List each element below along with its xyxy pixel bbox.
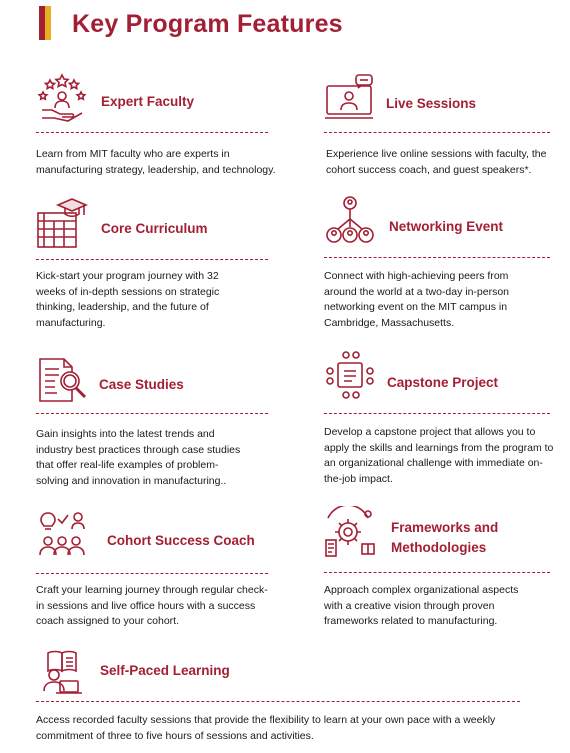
capstone-project-icon — [324, 349, 376, 401]
divider — [324, 257, 550, 258]
feature-description: Approach complex organizational aspects with a creative vision through proven frameworks related to manufacturing. — [324, 584, 519, 627]
cohort-success-coach-icon — [36, 509, 88, 561]
feature-title: Case Studies — [99, 377, 184, 392]
feature-description: Craft your learning journey through regular check-in sessions and live office hours with a success coach assigned to your cohort. — [36, 584, 268, 627]
feature-description: Learn from MIT faculty who are experts in manufacturing strategy, leadership, and technology. — [36, 148, 276, 176]
feature-expert-faculty — [36, 72, 276, 182]
divider — [36, 259, 268, 260]
live-sessions-icon — [324, 72, 376, 124]
divider — [36, 573, 268, 574]
feature-title-line1: Frameworks and — [391, 520, 499, 535]
frameworks-methodologies-icon — [324, 506, 376, 558]
feature-title: Networking Event — [389, 219, 504, 234]
feature-title: Cohort Success Coach — [107, 533, 255, 548]
feature-title-line2: Methodologies — [391, 540, 487, 555]
divider — [324, 413, 550, 414]
divider — [324, 572, 550, 573]
feature-title: Capstone Project — [387, 375, 499, 390]
feature-description: Access recorded faculty sessions that provide the flexibility to learn at your own pace with a weekly commitment of three to five hours of sessions and activities. — [36, 714, 496, 742]
feature-description: Develop a capstone project that allows you to apply the skills and learnings from the program to an organizational challenge with immediate on-the-job impact. — [324, 426, 554, 485]
case-studies-icon — [36, 353, 88, 405]
feature-description: Experience live online sessions with faculty, the cohort success coach, and guest speakers*. — [326, 148, 547, 176]
expert-faculty-icon — [36, 72, 88, 124]
feature-core-curriculum — [36, 197, 276, 342]
feature-case-studies — [36, 353, 276, 498]
feature-description: Gain insights into the latest trends and industry best practices through case studies that offer real-life examples of problem-solving and innovation in manufacturing.. — [36, 428, 241, 487]
title-accent-bar — [39, 6, 45, 40]
divider — [36, 413, 268, 414]
self-paced-learning-icon — [36, 647, 88, 699]
feature-self-paced-learning — [36, 647, 556, 747]
feature-description: Kick-start your program journey with 32 weeks of in-depth sessions on strategic thinking, leadership, and the future of manufacturing. — [36, 270, 220, 329]
feature-title: Live Sessions — [386, 96, 477, 111]
divider — [36, 701, 520, 702]
divider — [324, 132, 550, 133]
divider — [36, 132, 268, 133]
feature-live-sessions — [324, 72, 564, 182]
feature-networking-event — [324, 195, 564, 340]
feature-title: Core Curriculum — [101, 221, 208, 236]
feature-title: Expert Faculty — [101, 94, 195, 109]
feature-title: Self-Paced Learning — [100, 663, 230, 678]
feature-capstone-project — [324, 349, 564, 494]
core-curriculum-icon — [36, 197, 88, 249]
feature-frameworks-methodologies — [324, 506, 564, 631]
page-title: Key Program Features — [72, 10, 343, 38]
feature-description: Connect with high-achieving peers from around the world at a two-day in-person networking event on the MIT campus in Cambridge, Massachusetts. — [324, 270, 510, 329]
feature-cohort-success-coach — [36, 509, 276, 634]
networking-event-icon — [324, 195, 376, 247]
